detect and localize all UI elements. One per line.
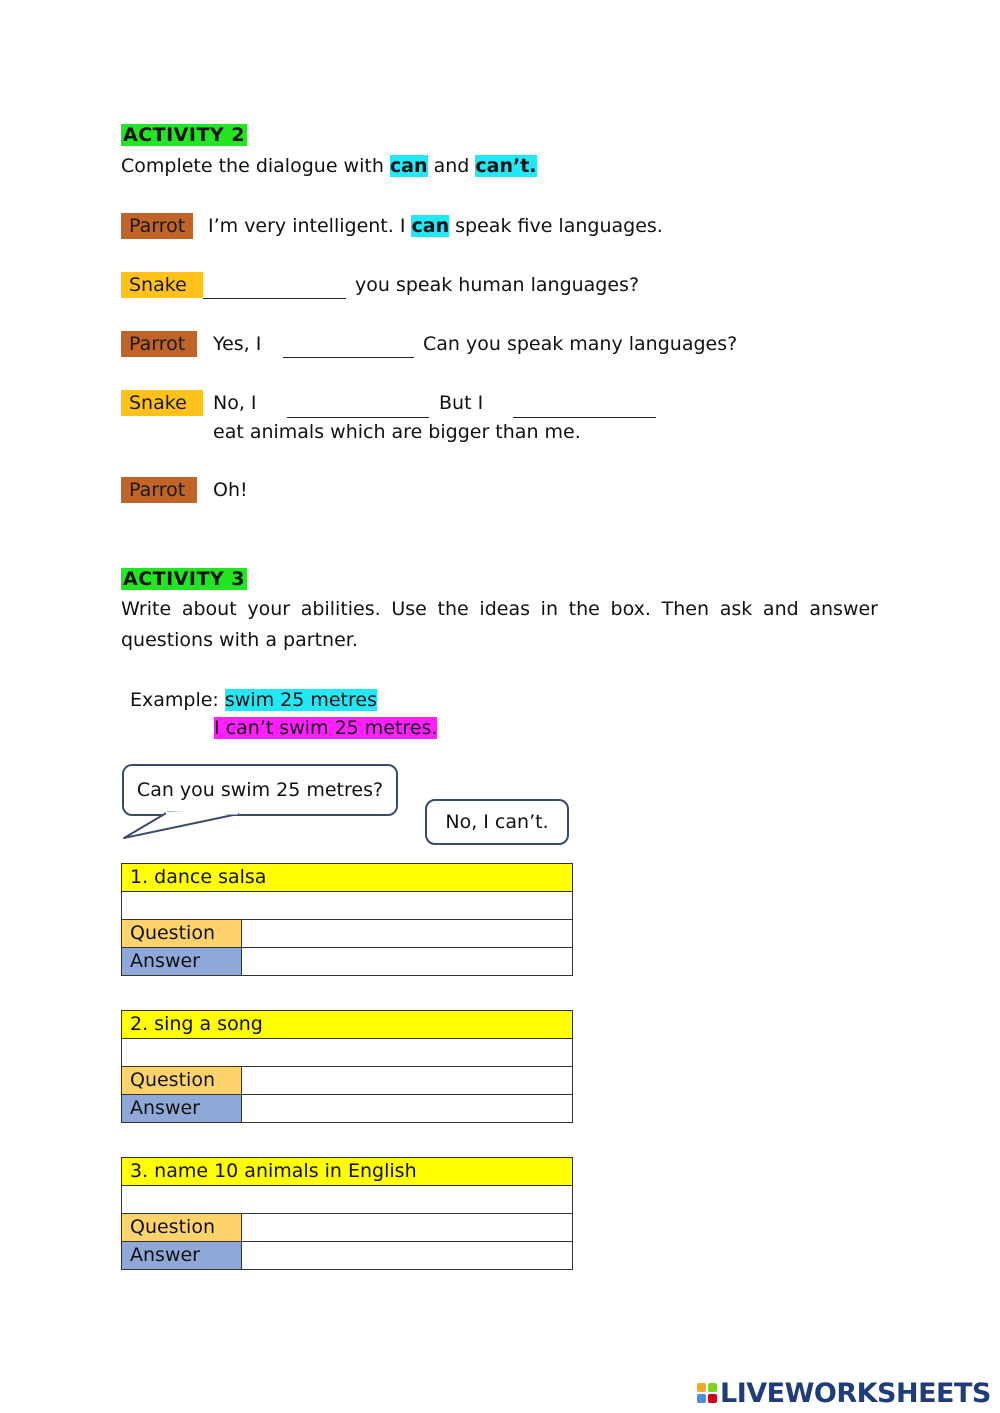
bubble-answer-text: No, I can’t. [445,811,549,833]
blank-1-input[interactable] [203,274,350,298]
table-3-sentence-cell[interactable] [122,1186,573,1214]
activity3-title [121,567,247,591]
dialogue-line-3 [121,331,197,357]
activity3-instruction: Write about your abilities. Use the ideas in the box. Then ask and answer questions with a partner. [121,598,878,651]
word-can: can [389,155,428,177]
example-label: Example: [130,689,225,711]
table-2-question-label: Question [122,1067,242,1095]
dialogue-line-4 [121,390,203,416]
dialogue-line-1-text [208,214,663,238]
table-3-question-label: Question [122,1214,242,1242]
table-1-answer-input[interactable] [250,949,568,975]
speaker-snake: Snake [121,390,203,416]
dialogue-line-2 [121,272,203,298]
table-3-question-cell[interactable] [242,1214,573,1242]
activity3-title-text: ACTIVITY 3 [123,568,246,590]
table-2-question-input[interactable] [250,1068,568,1094]
table-2-answer-label: Answer [122,1095,242,1123]
ability-table-2 [121,1010,573,1123]
speaker-snake: Snake [121,272,203,298]
dialogue-line-5 [121,477,197,503]
line1-pre: I’m very intelligent. I [208,215,412,237]
line1-post: speak five languages. [449,215,663,237]
line5-text: Oh! [213,479,248,501]
speech-bubble-question [122,764,398,816]
table-1-sentence-cell[interactable] [122,892,573,920]
table-1-answer-label: Answer [122,948,242,976]
line4-mid: But I [439,392,484,414]
ability-table-3 [121,1157,573,1270]
table-3-answer-cell[interactable] [242,1242,573,1270]
line4-pre: No, I [213,392,257,414]
blank-2[interactable] [283,335,414,358]
dialogue-line-1 [121,213,193,239]
word-cant: can’t. [475,155,537,177]
table-2-heading: 2. sing a song [122,1011,573,1039]
example-line [130,688,377,712]
speaker-parrot: Parrot [121,213,193,239]
line2-text: you speak human languages? [355,274,640,296]
table-1-sentence-input[interactable] [130,893,568,919]
table-1-question-label: Question [122,920,242,948]
table-2-sentence-input[interactable] [130,1040,568,1066]
blank-3-input[interactable] [287,393,433,417]
instruction-mid: and [427,155,476,177]
table-1-answer-cell[interactable] [242,948,573,976]
activity2-title [121,123,247,147]
speaker-parrot: Parrot [121,331,197,357]
blank-4[interactable] [513,395,656,418]
example-sentence-line [214,716,437,740]
table-3-answer-label: Answer [122,1242,242,1270]
table-1-question-input[interactable] [250,921,568,947]
table-3-question-input[interactable] [250,1215,568,1241]
ability-table-1 [121,863,573,976]
table-2-answer-cell[interactable] [242,1095,573,1123]
brand-name: LIVEWORKSHEETS [720,1377,991,1409]
blank-2-input[interactable] [283,333,418,357]
liveworksheets-logo[interactable] [697,1376,991,1410]
bubble-question-text: Can you swim 25 metres? [136,779,384,801]
activity2-instruction [121,154,537,178]
table-2-question-cell[interactable] [242,1067,573,1095]
line4-cont: eat animals which are bigger than me. [213,421,581,443]
blank-1[interactable] [203,276,346,299]
table-3-answer-input[interactable] [250,1243,568,1269]
line1-can: can [411,215,450,237]
speech-bubble-tail [120,810,250,842]
liveworksheets-grid-icon [697,1383,717,1403]
table-3-heading: 3. name 10 animals in English [122,1158,573,1186]
table-3-sentence-input[interactable] [130,1187,568,1213]
table-1-heading: 1. dance salsa [122,864,573,892]
table-2-answer-input[interactable] [250,1096,568,1122]
table-2-sentence-cell[interactable] [122,1039,573,1067]
blank-3[interactable] [287,395,429,418]
activity2-title-text: ACTIVITY 2 [123,124,246,146]
blank-4-input[interactable] [513,393,660,417]
line3-pre: Yes, I [213,333,262,355]
speech-bubble-answer [425,799,569,845]
line3-post: Can you speak many languages? [423,333,738,355]
example-idea: swim 25 metres [224,689,377,711]
speaker-parrot: Parrot [121,477,197,503]
example-sentence: I can’t swim 25 metres. [214,717,438,739]
table-1-question-cell[interactable] [242,920,573,948]
instruction-pre: Complete the dialogue with [121,155,390,177]
